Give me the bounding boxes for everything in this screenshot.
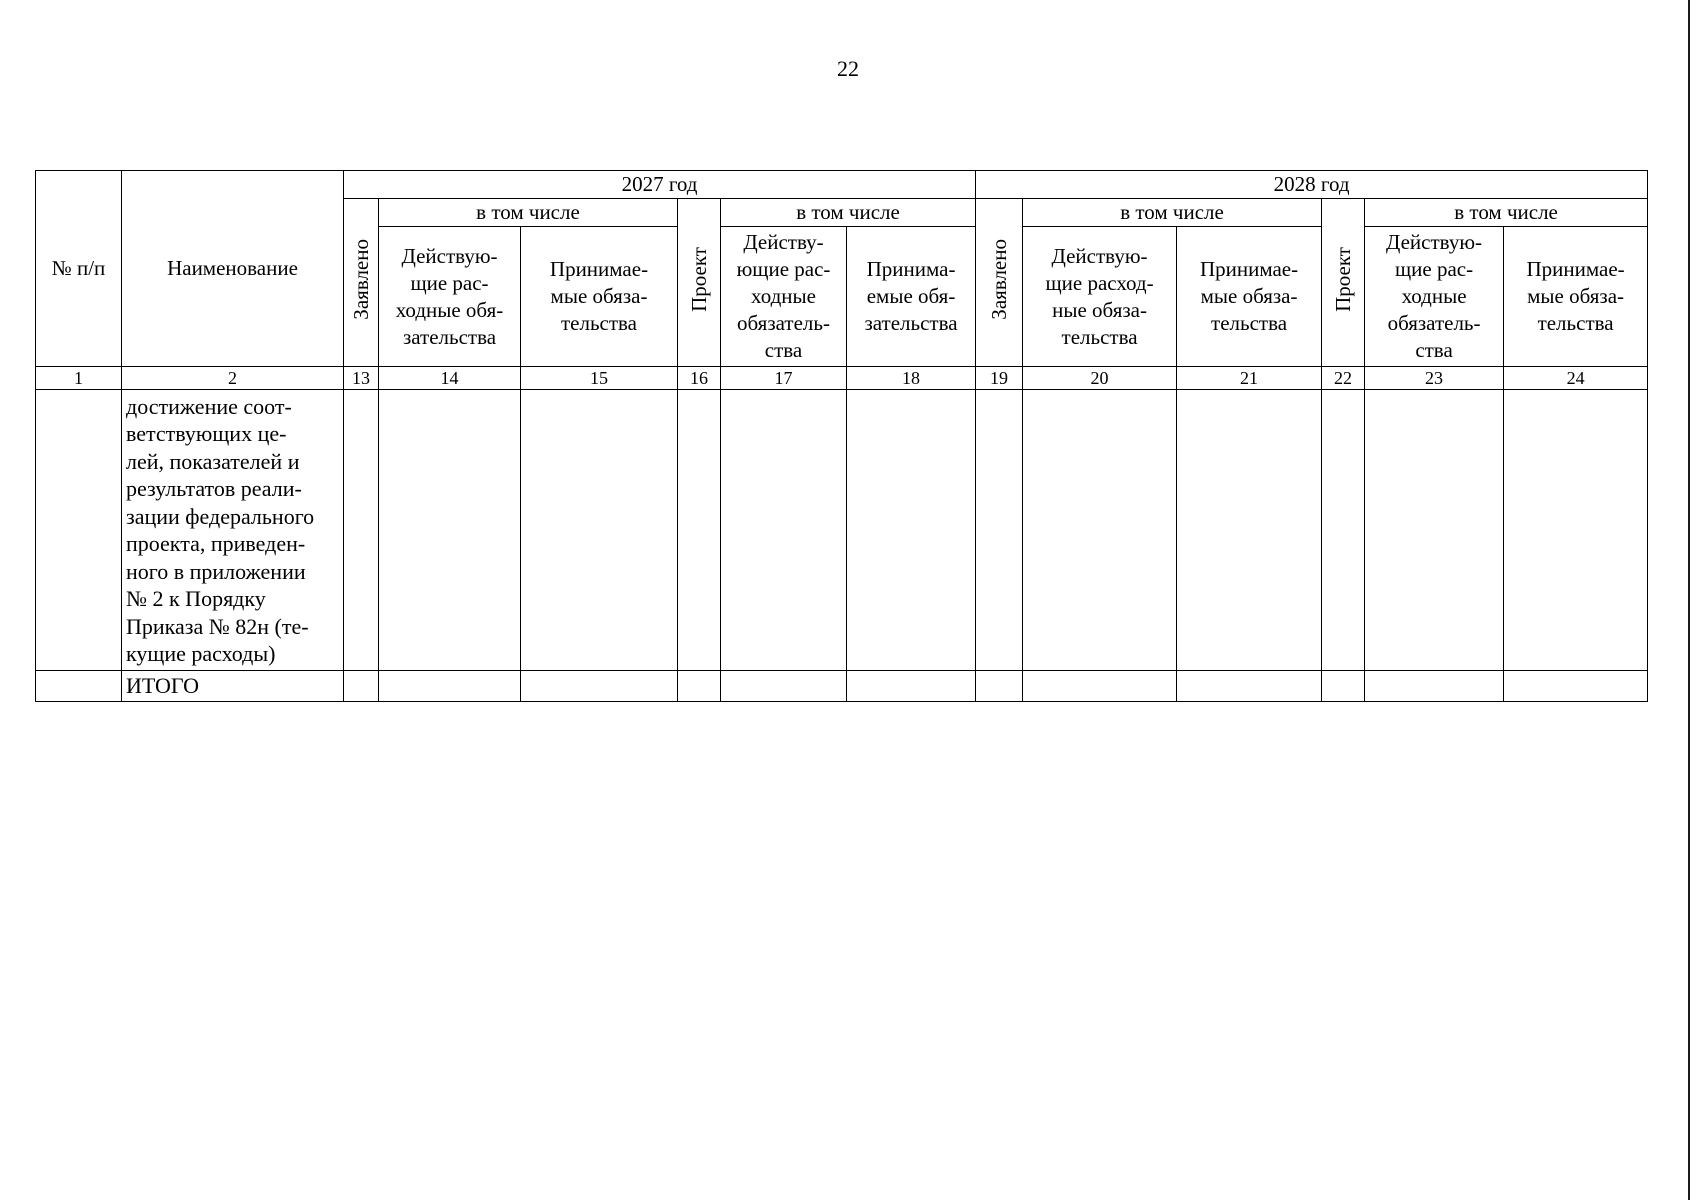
value-cell <box>976 671 1023 702</box>
header-2028-accepted-1: Принимае- мые обяза- тельства <box>1177 227 1322 367</box>
column-number: 19 <box>976 367 1023 390</box>
value-cell <box>1322 390 1365 671</box>
value-cell <box>1177 390 1322 671</box>
value-cell <box>678 390 721 671</box>
header-2027-existing-1: Действую- щие рас- ходные обя- зательства <box>379 227 521 367</box>
budget-table <box>35 170 1648 702</box>
value-cell <box>1504 390 1648 671</box>
value-cell <box>1023 671 1177 702</box>
column-number: 20 <box>1023 367 1177 390</box>
header-2028-declared: Заявлено <box>976 199 1023 367</box>
value-cell <box>521 390 678 671</box>
table-row <box>36 390 1648 671</box>
header-row-years <box>36 171 1648 199</box>
header-year-2027: 2027 год <box>344 171 976 199</box>
header-2028-including-1: в том числе <box>1023 199 1322 227</box>
total-row <box>36 671 1648 702</box>
header-2028-including-2: в том числе <box>1365 199 1648 227</box>
value-cell <box>1177 671 1322 702</box>
row-number-cell <box>36 390 122 671</box>
value-cell <box>976 390 1023 671</box>
column-number: 22 <box>1322 367 1365 390</box>
header-year-2028: 2028 год <box>976 171 1648 199</box>
column-number: 1 <box>36 367 122 390</box>
header-2027-existing-2: Действу- ющие рас- ходные обязатель- ства <box>721 227 847 367</box>
value-cell <box>344 390 379 671</box>
column-number: 21 <box>1177 367 1322 390</box>
header-2027-including-1: в том числе <box>379 199 678 227</box>
total-label: ИТОГО <box>122 671 344 702</box>
column-number: 18 <box>847 367 976 390</box>
value-cell <box>847 390 976 671</box>
value-cell <box>678 671 721 702</box>
value-cell <box>379 671 521 702</box>
row-name-cell: достижение соот- ветствующих це- лей, показателей и результатов реали- зации федерального проекта, приведен- ного в приложении № 2 к Порядку Приказа № 82н (те- кущие расходы) <box>122 390 344 671</box>
column-number: 13 <box>344 367 379 390</box>
header-name-col: Наименование <box>122 171 344 367</box>
value-cell <box>1322 671 1365 702</box>
column-number: 15 <box>521 367 678 390</box>
value-cell <box>721 671 847 702</box>
column-number: 23 <box>1365 367 1504 390</box>
header-2027-accepted-2: Принима- емые обя- зательства <box>847 227 976 367</box>
value-cell <box>1365 671 1504 702</box>
header-2028-existing-1: Действую- щие расход- ные обяза- тельства <box>1023 227 1177 367</box>
value-cell <box>344 671 379 702</box>
column-number: 2 <box>122 367 344 390</box>
value-cell <box>1023 390 1177 671</box>
row-number-cell <box>36 671 122 702</box>
header-2028-accepted-2: Принимае- мые обяза- тельства <box>1504 227 1648 367</box>
header-2027-project: Проект <box>678 199 721 367</box>
value-cell <box>521 671 678 702</box>
column-number: 24 <box>1504 367 1648 390</box>
value-cell <box>379 390 521 671</box>
column-number: 17 <box>721 367 847 390</box>
column-number: 16 <box>678 367 721 390</box>
value-cell <box>721 390 847 671</box>
header-2027-including-2: в том числе <box>721 199 976 227</box>
header-2027-accepted-1: Принимае- мые обяза- тельства <box>521 227 678 367</box>
header-2028-project: Проект <box>1322 199 1365 367</box>
page-edge-rule <box>1688 0 1690 1200</box>
header-number-col: № п/п <box>36 171 122 367</box>
column-number-row <box>36 367 1648 390</box>
value-cell <box>847 671 976 702</box>
value-cell <box>1365 390 1504 671</box>
page-number: 22 <box>837 56 859 81</box>
column-number: 14 <box>379 367 521 390</box>
header-2028-existing-2: Действую- щие рас- ходные обязатель- ства <box>1365 227 1504 367</box>
value-cell <box>1504 671 1648 702</box>
header-2027-declared: Заявлено <box>344 199 379 367</box>
